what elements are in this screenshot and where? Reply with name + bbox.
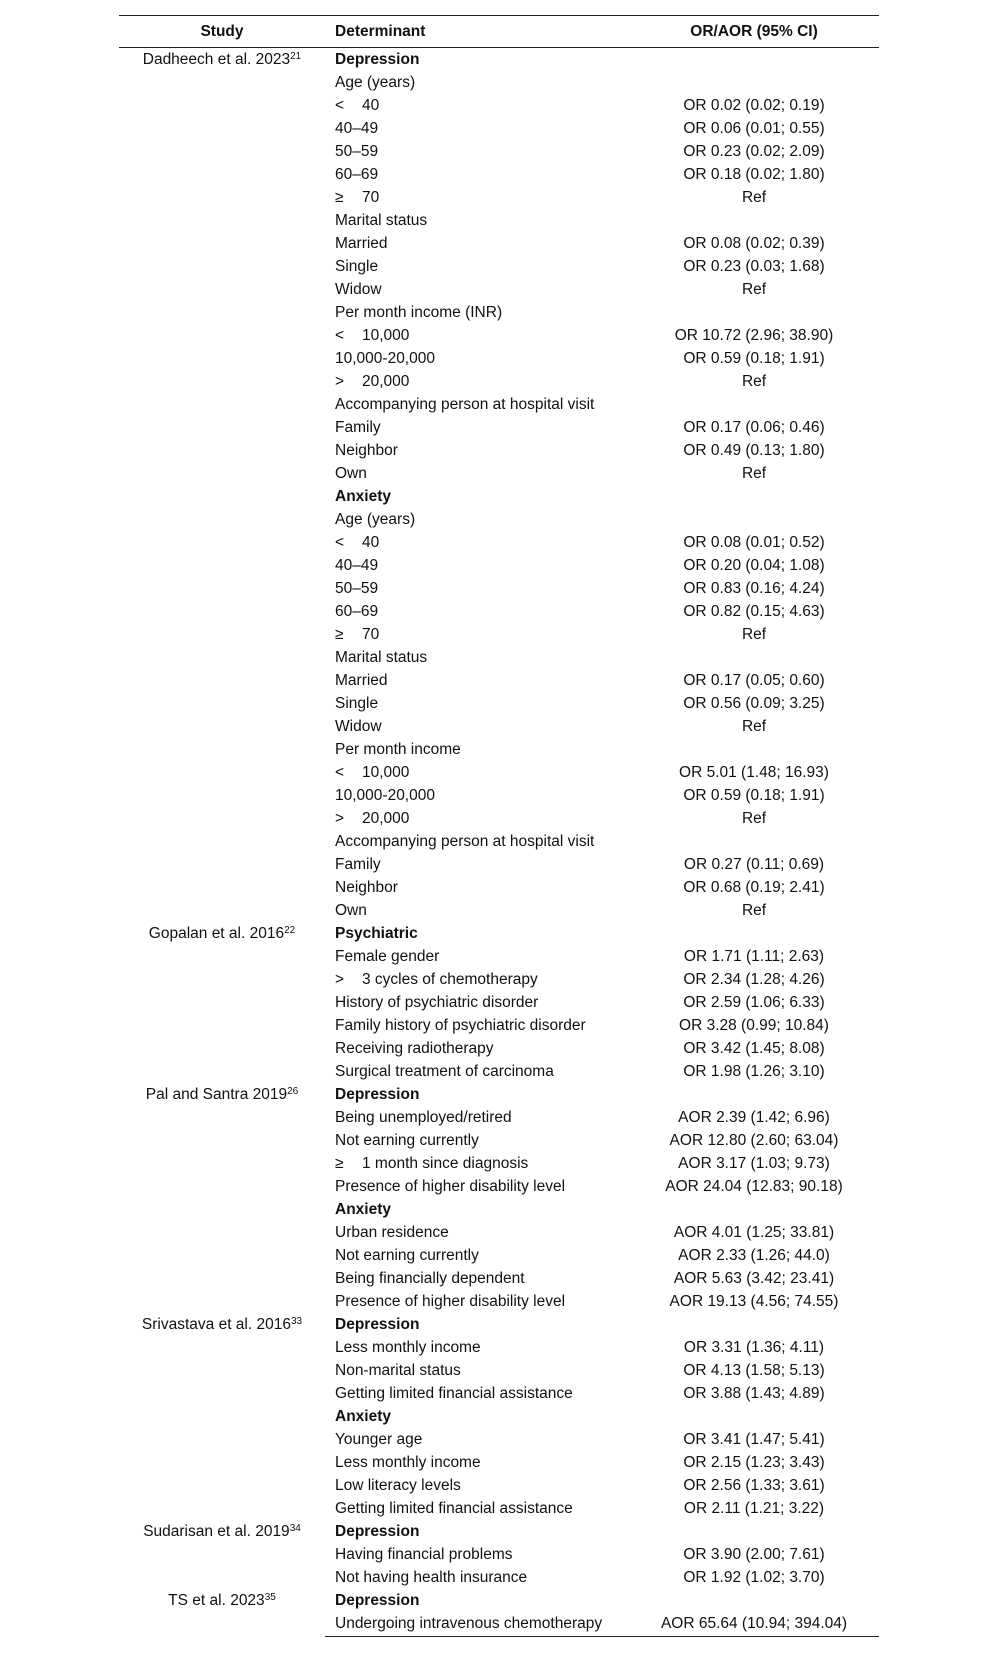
odds-ratio-cell: AOR 4.01 (1.25; 33.81): [673, 1223, 835, 1241]
determinant-label: Being unemployed/retired: [335, 1108, 512, 1126]
determinant-label: Being financially dependent: [335, 1269, 525, 1287]
determinant-label: Age (years): [335, 73, 416, 91]
determinant-label: Per month income (INR): [335, 303, 503, 321]
table-row: [119, 48, 879, 72]
determinant-label: Family history of psychiatric disorder: [335, 1016, 586, 1034]
study-cell: [119, 48, 325, 923]
determinant-label: Depression: [335, 1315, 420, 1333]
odds-ratio-cell: [629, 1313, 879, 1336]
determinant-cell: [325, 531, 629, 554]
determinant-cell: [325, 1037, 629, 1060]
odds-ratio-cell: OR 1.92 (1.02; 3.70): [683, 1568, 825, 1586]
determinant-cell: [325, 577, 629, 600]
comparison-symbol: >: [335, 970, 345, 988]
determinant-label: Accompanying person at hospital visit: [335, 395, 595, 413]
determinant-label: 20,000: [362, 372, 410, 390]
determinant-label: 50–59: [335, 579, 379, 597]
determinant-label: Female gender: [335, 947, 440, 965]
study-cell: [119, 1589, 325, 1637]
determinant-label: Married: [335, 671, 388, 689]
odds-ratio-cell: OR 0.23 (0.02; 2.09): [683, 142, 825, 160]
determinant-cell: [325, 140, 629, 163]
determinant-label: Per month income: [335, 740, 461, 758]
determinant-label: Presence of higher disability level: [335, 1292, 566, 1310]
determinant-cell: [325, 1543, 629, 1566]
odds-ratio-cell: OR 3.90 (2.00; 7.61): [683, 1545, 825, 1563]
odds-ratio-cell: Ref: [741, 372, 767, 390]
determinant-cell: [325, 1566, 629, 1589]
outcome-heading: [325, 1198, 629, 1221]
determinant-cell: [325, 646, 629, 669]
determinant-label: 20,000: [362, 809, 410, 827]
study-reference: 34: [289, 1523, 301, 1534]
odds-ratio-cell: [629, 485, 879, 508]
odds-ratio-cell: OR 2.59 (1.06; 6.33): [683, 993, 825, 1011]
determinant-label: Single: [335, 694, 379, 712]
odds-ratio-cell: OR 0.18 (0.02; 1.80): [683, 165, 825, 183]
determinant-label: 60–69: [335, 602, 379, 620]
determinants-table-container: [119, 15, 879, 1637]
determinant-label: Marital status: [335, 211, 428, 229]
determinant-cell: [325, 1175, 629, 1198]
determinant-cell: [325, 853, 629, 876]
determinant-label: Having financial problems: [335, 1545, 513, 1563]
table-row: [119, 1313, 879, 1336]
column-header-determinant: Determinant: [325, 16, 629, 48]
determinant-label: Not earning currently: [335, 1131, 479, 1149]
determinant-cell: [325, 669, 629, 692]
determinant-cell: [325, 692, 629, 715]
odds-ratio-cell: [629, 738, 879, 761]
odds-ratio-cell: Ref: [741, 625, 767, 643]
odds-ratio-cell: [629, 48, 879, 72]
determinant-cell: [325, 1244, 629, 1267]
comparison-symbol: <: [335, 326, 345, 344]
odds-ratio-cell: [629, 1083, 879, 1106]
determinant-cell: [325, 554, 629, 577]
outcome-heading: [325, 48, 629, 72]
odds-ratio-cell: [629, 1198, 879, 1221]
odds-ratio-cell: [629, 393, 879, 416]
comparison-symbol: ≥: [335, 1154, 344, 1172]
odds-ratio-cell: Ref: [741, 809, 767, 827]
column-header-study: Study: [119, 16, 325, 48]
study-name: Srivastava et al. 2016: [141, 1316, 291, 1333]
comparison-symbol: ≥: [335, 625, 344, 643]
determinant-cell: [325, 830, 629, 853]
odds-ratio-cell: AOR 2.33 (1.26; 44.0): [678, 1246, 830, 1264]
determinant-cell: [325, 255, 629, 278]
determinants-table: [119, 15, 879, 1637]
determinant-label: 40–49: [335, 556, 379, 574]
determinant-cell: [325, 1612, 629, 1637]
determinant-label: 40: [362, 96, 380, 114]
determinant-label: Urban residence: [335, 1223, 449, 1241]
table-row: [119, 1083, 879, 1106]
determinant-label: 40–49: [335, 119, 379, 137]
determinant-label: Accompanying person at hospital visit: [335, 832, 595, 850]
odds-ratio-cell: [629, 646, 879, 669]
odds-ratio-cell: Ref: [741, 464, 767, 482]
odds-ratio-cell: OR 0.56 (0.09; 3.25): [683, 694, 825, 712]
comparison-symbol: <: [335, 763, 345, 781]
determinant-label: Undergoing intravenous chemotherapy: [335, 1615, 603, 1632]
determinant-label: 40: [362, 533, 380, 551]
determinant-cell: [325, 1221, 629, 1244]
determinant-cell: [325, 324, 629, 347]
determinant-cell: [325, 416, 629, 439]
determinant-label: 10,000-20,000: [335, 349, 435, 367]
determinant-label: Depression: [335, 1522, 420, 1540]
odds-ratio-cell: OR 2.34 (1.28; 4.26): [683, 970, 825, 988]
determinant-label: 1 month since diagnosis: [362, 1154, 529, 1172]
determinant-cell: [325, 991, 629, 1014]
determinant-label: Low literacy levels: [335, 1476, 461, 1494]
determinant-cell: [325, 715, 629, 738]
determinant-label: 10,000-20,000: [335, 786, 435, 804]
determinant-cell: [325, 899, 629, 922]
determinant-cell: [325, 1451, 629, 1474]
odds-ratio-cell: AOR 12.80 (2.60; 63.04): [669, 1131, 839, 1149]
study-name: Dadheech et al. 2023: [142, 51, 291, 68]
odds-ratio-cell: OR 1.98 (1.26; 3.10): [683, 1062, 825, 1080]
determinant-cell: [325, 278, 629, 301]
study-reference: 35: [264, 1592, 276, 1603]
determinant-cell: [325, 623, 629, 646]
determinant-cell: [325, 876, 629, 899]
odds-ratio-cell: [629, 1589, 879, 1612]
determinant-cell: [325, 186, 629, 209]
determinant-label: Presence of higher disability level: [335, 1177, 566, 1195]
study-name: Sudarisan et al. 2019: [143, 1523, 290, 1540]
odds-ratio-cell: OR 0.59 (0.18; 1.91): [683, 349, 825, 367]
odds-ratio-cell: [629, 1520, 879, 1543]
study-cell: [119, 1520, 325, 1589]
determinant-label: 60–69: [335, 165, 379, 183]
comparison-symbol: <: [335, 96, 345, 114]
determinant-label: Marital status: [335, 648, 428, 666]
determinant-cell: [325, 1428, 629, 1451]
odds-ratio-cell: OR 3.42 (1.45; 8.08): [683, 1039, 825, 1057]
study-reference: 33: [290, 1316, 303, 1327]
odds-ratio-cell: AOR 3.17 (1.03; 9.73): [678, 1154, 830, 1172]
determinant-label: Age (years): [335, 510, 416, 528]
odds-ratio-cell: OR 3.31 (1.36; 4.11): [683, 1338, 825, 1356]
determinant-cell: [325, 1336, 629, 1359]
comparison-symbol: <: [335, 533, 345, 551]
determinant-label: Less monthly income: [335, 1453, 481, 1471]
odds-ratio-cell: OR 0.49 (0.13; 1.80): [683, 441, 825, 459]
determinant-label: Less monthly income: [335, 1338, 481, 1356]
odds-ratio-cell: [629, 830, 879, 853]
determinant-label: 70: [362, 625, 380, 643]
column-header-or: OR/AOR (95% CI): [629, 16, 879, 48]
study-name: Gopalan et al. 2016: [148, 925, 285, 942]
determinant-cell: [325, 738, 629, 761]
odds-ratio-cell: [629, 508, 879, 531]
determinant-label: 50–59: [335, 142, 379, 160]
odds-ratio-cell: OR 3.28 (0.99; 10.84): [679, 1016, 829, 1034]
comparison-symbol: >: [335, 372, 345, 390]
determinant-cell: [325, 1106, 629, 1129]
determinant-cell: [325, 807, 629, 830]
determinant-label: Single: [335, 257, 379, 275]
study-name: TS et al. 2023: [168, 1592, 265, 1609]
determinant-cell: [325, 968, 629, 991]
odds-ratio-cell: OR 5.01 (1.48; 16.93): [679, 763, 829, 781]
odds-ratio-cell: OR 4.13 (1.58; 5.13): [683, 1361, 825, 1379]
determinant-cell: [325, 1497, 629, 1520]
determinant-label: Psychiatric: [335, 924, 418, 942]
odds-ratio-cell: OR 0.59 (0.18; 1.91): [683, 786, 825, 804]
odds-ratio-cell: AOR 5.63 (3.42; 23.41): [673, 1269, 835, 1287]
odds-ratio-cell: AOR 2.39 (1.42; 6.96): [678, 1108, 830, 1126]
determinant-cell: [325, 347, 629, 370]
determinant-label: Anxiety: [335, 1200, 391, 1218]
odds-ratio-cell: OR 0.02 (0.02; 0.19): [683, 96, 825, 114]
determinant-cell: [325, 439, 629, 462]
determinant-label: Neighbor: [335, 441, 398, 459]
odds-ratio-cell: OR 0.27 (0.11; 0.69): [683, 855, 825, 873]
study-cell: [119, 1313, 325, 1520]
odds-ratio-cell: OR 2.11 (1.21; 3.22): [683, 1499, 825, 1517]
odds-ratio-cell: OR 0.17 (0.06; 0.46): [683, 418, 825, 436]
odds-ratio-cell: OR 2.56 (1.33; 3.61): [683, 1476, 825, 1494]
determinant-cell: [325, 393, 629, 416]
odds-ratio-cell: OR 3.88 (1.43; 4.89): [683, 1384, 825, 1402]
determinant-cell: [325, 1129, 629, 1152]
odds-ratio-cell: OR 0.82 (0.15; 4.63): [683, 602, 825, 620]
outcome-heading: [325, 922, 629, 945]
determinant-cell: [325, 370, 629, 393]
determinant-cell: [325, 1060, 629, 1083]
outcome-heading: [325, 1405, 629, 1428]
odds-ratio-cell: [629, 209, 879, 232]
determinant-label: Younger age: [335, 1430, 423, 1448]
odds-ratio-cell: AOR 19.13 (4.56; 74.55): [669, 1292, 839, 1310]
table-header-row: [119, 16, 879, 48]
table-row: [119, 1520, 879, 1543]
determinant-label: Own: [335, 464, 367, 482]
outcome-heading: [325, 1520, 629, 1543]
determinant-label: Widow: [335, 280, 382, 298]
odds-ratio-cell: OR 0.83 (0.16; 4.24): [683, 579, 825, 597]
study-reference: 22: [284, 925, 296, 936]
determinant-cell: [325, 1359, 629, 1382]
comparison-symbol: >: [335, 809, 345, 827]
determinant-label: Neighbor: [335, 878, 398, 896]
determinant-cell: [325, 1267, 629, 1290]
determinant-cell: [325, 117, 629, 140]
determinant-label: Family: [335, 418, 381, 436]
determinant-cell: [325, 94, 629, 117]
odds-ratio-cell: OR 0.17 (0.05; 0.60): [683, 671, 825, 689]
table-body: [119, 48, 879, 1637]
study-name: Pal and Santra 2019: [145, 1086, 288, 1103]
odds-ratio-cell: [629, 922, 879, 945]
determinant-label: Receiving radiotherapy: [335, 1039, 494, 1057]
study-reference: 26: [287, 1086, 299, 1097]
odds-ratio-cell: [629, 71, 879, 94]
outcome-heading: [325, 1083, 629, 1106]
odds-ratio-cell: OR 0.08 (0.01; 0.52): [683, 533, 825, 551]
odds-ratio-cell: Ref: [741, 717, 767, 735]
comparison-symbol: ≥: [335, 188, 344, 206]
determinant-label: Family: [335, 855, 381, 873]
determinant-cell: [325, 945, 629, 968]
determinant-cell: [325, 163, 629, 186]
determinant-label: Getting limited financial assistance: [335, 1499, 573, 1517]
outcome-heading: [325, 1589, 629, 1612]
determinant-cell: [325, 1474, 629, 1497]
determinant-label: Not having health insurance: [335, 1568, 528, 1586]
determinant-label: 10,000: [362, 763, 410, 781]
odds-ratio-cell: AOR 65.64 (10.94; 394.04): [629, 1612, 879, 1637]
odds-ratio-cell: OR 0.06 (0.01; 0.55): [683, 119, 825, 137]
determinant-label: 70: [362, 188, 380, 206]
outcome-heading: [325, 485, 629, 508]
determinant-label: Depression: [335, 50, 420, 68]
determinant-cell: [325, 301, 629, 324]
odds-ratio-cell: Ref: [741, 188, 767, 206]
odds-ratio-cell: OR 3.41 (1.47; 5.41): [683, 1430, 825, 1448]
table-row: [119, 1589, 879, 1612]
odds-ratio-cell: OR 0.68 (0.19; 2.41): [683, 878, 825, 896]
determinant-cell: [325, 761, 629, 784]
determinant-label: Not earning currently: [335, 1246, 479, 1264]
odds-ratio-cell: [629, 301, 879, 324]
odds-ratio-cell: OR 0.08 (0.02; 0.39): [683, 234, 825, 252]
odds-ratio-cell: OR 2.15 (1.23; 3.43): [683, 1453, 825, 1471]
determinant-cell: [325, 508, 629, 531]
determinant-label: Widow: [335, 717, 382, 735]
odds-ratio-cell: [629, 1405, 879, 1428]
determinant-label: Depression: [335, 1591, 420, 1609]
determinant-label: 3 cycles of chemotherapy: [362, 970, 538, 988]
determinant-cell: [325, 784, 629, 807]
odds-ratio-cell: AOR 24.04 (12.83; 90.18): [665, 1177, 843, 1195]
determinant-label: Own: [335, 901, 367, 919]
determinant-label: Getting limited financial assistance: [335, 1384, 573, 1402]
determinant-label: 10,000: [362, 326, 410, 344]
study-cell: [119, 1083, 325, 1313]
table-row: [119, 922, 879, 945]
determinant-label: Anxiety: [335, 1407, 391, 1425]
determinant-cell: [325, 71, 629, 94]
determinant-cell: [325, 209, 629, 232]
study-reference: 21: [290, 51, 302, 62]
determinant-label: Surgical treatment of carcinoma: [335, 1062, 554, 1080]
odds-ratio-cell: OR 1.71 (1.11; 2.63): [683, 947, 825, 965]
outcome-heading: [325, 1313, 629, 1336]
determinant-cell: [325, 462, 629, 485]
determinant-cell: [325, 600, 629, 623]
determinant-cell: [325, 232, 629, 255]
determinant-cell: [325, 1290, 629, 1313]
determinant-cell: [325, 1382, 629, 1405]
odds-ratio-cell: OR 0.20 (0.04; 1.08): [683, 556, 825, 574]
odds-ratio-cell: Ref: [741, 901, 767, 919]
determinant-label: Married: [335, 234, 388, 252]
determinant-label: Non-marital status: [335, 1361, 461, 1379]
study-cell: [119, 922, 325, 1083]
determinant-label: History of psychiatric disorder: [335, 993, 539, 1011]
determinant-label: Depression: [335, 1085, 420, 1103]
determinant-cell: [325, 1152, 629, 1175]
odds-ratio-cell: OR 10.72 (2.96; 38.90): [674, 326, 834, 344]
odds-ratio-cell: Ref: [741, 280, 767, 298]
determinant-label: Anxiety: [335, 487, 391, 505]
determinant-cell: [325, 1014, 629, 1037]
odds-ratio-cell: OR 0.23 (0.03; 1.68): [683, 257, 825, 275]
